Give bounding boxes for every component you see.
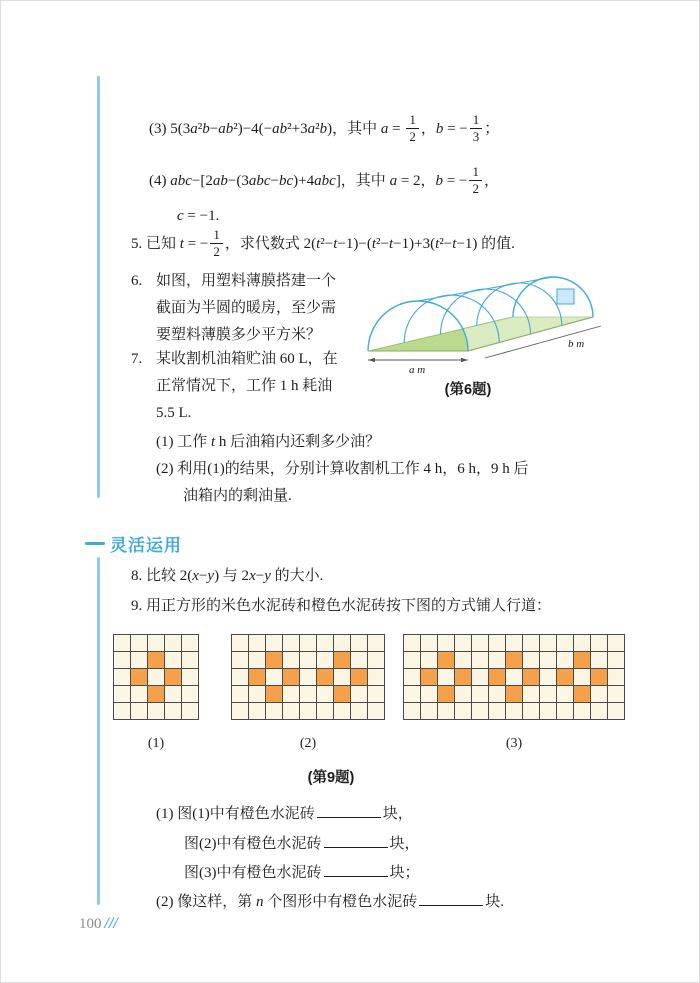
answer-blank [317,803,381,818]
dim-a-arrowhead [461,358,468,363]
problem-7-line: 5.5 L. [156,405,192,421]
beige-tile [300,669,316,685]
tile-grid-2-label: (2) [299,736,317,751]
beige-tile [591,686,607,702]
problem-6-number: 6. [131,273,143,289]
beige-tile [317,686,333,702]
beige-tile [351,635,367,651]
orange-tile [266,686,282,702]
beige-tile [608,652,624,668]
orange-tile [489,669,505,685]
beige-tile [131,686,147,702]
beige-tile [266,669,282,685]
footer-slashes-icon: /// [104,915,118,932]
beige-tile [608,635,624,651]
beige-tile [300,635,316,651]
greenhouse-body [368,277,593,351]
beige-tile [472,652,488,668]
beige-tile [334,669,350,685]
beige-tile [249,703,265,719]
beige-tile [591,635,607,651]
beige-tile [421,635,437,651]
beige-tile [182,652,198,668]
beige-tile [523,703,539,719]
dim-a-arrowhead [368,358,375,363]
problem-6-text [156,268,336,349]
problem-3: (3) 5(3a²b−ab²)−4(−ab²+3a²b)，其中 a = $\frac{1}{2}$ ，b = − $\frac{1}{3}$ ； [149,112,500,145]
beige-tile [455,703,471,719]
beige-tile [182,703,198,719]
beige-tile [351,652,367,668]
orange-tile [165,669,181,685]
beige-tile [131,652,147,668]
beige-tile [300,652,316,668]
orange-tile [574,686,590,702]
beige-tile [368,635,384,651]
beige-tile [404,703,420,719]
beige-tile [506,703,522,719]
problem-7-q2-line2: 油箱内的剩油量. [183,488,292,504]
problem-6-line: 截面为半圆的暖房，至少需 [156,300,337,316]
beige-tile [232,703,248,719]
beige-tile [472,635,488,651]
problem-9-q1a: (1) 图(1)中有橙色水泥砖 块， [156,803,413,825]
beige-tile [351,703,367,719]
problem-7-q1: (1) 工作 t h 后油箱内还剩多少油？ [156,434,381,450]
orange-tile [438,686,454,702]
beige-tile [557,686,573,702]
orange-tile [591,669,607,685]
beige-tile [540,686,556,702]
beige-tile [283,686,299,702]
fraction: $\frac{1}{3}$ [470,113,483,143]
problem-9: 9. 用正方形的米色水泥砖和橙色水泥砖按下图的方式铺人行道： [131,598,552,614]
orange-tile [266,652,282,668]
figure9-caption: (第9题) [307,770,355,786]
beige-tile [421,652,437,668]
beige-tile [404,686,420,702]
beige-tile [574,635,590,651]
section-dash-icon [85,542,105,546]
beige-tile [557,652,573,668]
figure6-caption: (第6题) [444,382,492,398]
beige-tile [472,669,488,685]
orange-tile [131,669,147,685]
answer-blank [324,862,388,877]
beige-tile [557,703,573,719]
beige-tile [421,703,437,719]
orange-tile [438,652,454,668]
beige-tile [574,703,590,719]
greenhouse-figure [353,259,615,377]
beige-tile [334,703,350,719]
problem-9-q1b: 图(2)中有橙色水泥砖 块， [184,833,420,855]
beige-tile [608,703,624,719]
beige-tile [114,635,130,651]
beige-tile [131,635,147,651]
beige-tile [438,669,454,685]
beige-tile [232,669,248,685]
beige-tile [182,669,198,685]
problem-5: 5. 已知 t = − $\frac{1}{2}$ ，求代数式 2(t²−t−1)−(t²−t−1)+3(t²−t−1) 的值. [131,227,515,260]
dim-a-label: a m [409,364,426,376]
beige-tile [351,686,367,702]
greenhouse-end-window [557,289,574,304]
beige-tile [300,703,316,719]
beige-tile [506,669,522,685]
orange-tile [455,669,471,685]
orange-tile [574,652,590,668]
fraction: $\frac{1}{2}$ [210,228,223,258]
orange-tile [148,686,164,702]
orange-tile [249,669,265,685]
section-header [85,531,182,556]
beige-tile [114,669,130,685]
beige-tile [283,635,299,651]
orange-tile [148,652,164,668]
beige-tile [404,635,420,651]
problem-7-line: 正常情况下，工作 1 h 耗油 [156,378,333,394]
beige-tile [368,703,384,719]
left-margin-rule-top [97,76,100,498]
beige-tile [249,635,265,651]
beige-tile [165,703,181,719]
beige-tile [608,669,624,685]
problem-7-number: 7. [131,351,143,367]
orange-tile [557,669,573,685]
section-title: 灵活运用 [110,536,182,555]
tile-grid-3-label: (3) [505,736,523,751]
beige-tile [489,703,505,719]
beige-tile [148,669,164,685]
beige-tile [368,652,384,668]
tile-grid-2 [231,634,385,720]
page-number: 100 [79,916,102,932]
fraction: $\frac{1}{2}$ [406,113,419,143]
beige-tile [591,703,607,719]
tile-grid-1-label: (1) [147,736,165,751]
beige-tile [232,635,248,651]
beige-tile [334,635,350,651]
beige-tile [165,635,181,651]
beige-tile [523,686,539,702]
problem-6-line: 如图，用塑料薄膜搭建一个 [156,273,337,289]
orange-tile [351,669,367,685]
beige-tile [540,635,556,651]
beige-tile [266,703,282,719]
beige-tile [283,652,299,668]
beige-tile [455,652,471,668]
beige-tile [608,686,624,702]
orange-tile [283,669,299,685]
problem-7-q2-line1: (2) 利用(1)的结果，分别计算收割机工作 4 h，6 h，9 h 后 [156,461,529,477]
beige-tile [368,686,384,702]
beige-tile [557,635,573,651]
beige-tile [523,652,539,668]
beige-tile [472,703,488,719]
beige-tile [540,703,556,719]
problem-8: 8. 比较 2(x−y) 与 2x−y 的大小. [131,568,324,584]
beige-tile [165,652,181,668]
beige-tile [540,652,556,668]
beige-tile [317,652,333,668]
problem-9-q2: (2) 像这样，第 n 个图形中有橙色水泥砖 块. [156,891,504,913]
beige-tile [300,686,316,702]
problem-4-line2: c = −1. [177,208,220,224]
beige-tile [489,635,505,651]
orange-tile [421,669,437,685]
beige-tile [317,635,333,651]
beige-tile [489,652,505,668]
beige-tile [114,686,130,702]
beige-tile [165,686,181,702]
orange-tile [334,652,350,668]
tile-grid-1 [113,634,199,720]
beige-tile [404,652,420,668]
beige-tile [438,703,454,719]
beige-tile [489,686,505,702]
beige-tile [148,703,164,719]
tile-grid-3 [403,634,625,720]
beige-tile [438,635,454,651]
beige-tile [232,686,248,702]
orange-tile [317,669,333,685]
beige-tile [523,635,539,651]
problem-9-q1c: 图(3)中有橙色水泥砖 块； [184,862,420,884]
beige-tile [404,669,420,685]
beige-tile [148,635,164,651]
beige-tile [472,686,488,702]
beige-tile [114,703,130,719]
greenhouse-drawing [353,259,615,377]
problem-6-line: 要塑料薄膜多少平方米？ [156,327,322,343]
beige-tile [455,635,471,651]
left-margin-rule-bottom [97,557,100,905]
problem-4-line1: (4) abc−[2ab−(3abc−bc)+4abc]，其中 a = 2，b = − $\frac{1}{2}$ ， [149,164,499,197]
dim-b-label: b m [568,338,585,350]
orange-tile [334,686,350,702]
beige-tile [182,635,198,651]
beige-tile [249,652,265,668]
answer-blank [419,891,483,906]
beige-tile [182,686,198,702]
beige-tile [131,703,147,719]
beige-tile [421,686,437,702]
fraction: $\frac{1}{2}$ [469,165,482,195]
page-footer [79,915,118,933]
beige-tile [368,669,384,685]
orange-tile [506,686,522,702]
beige-tile [283,703,299,719]
beige-tile [317,703,333,719]
beige-tile [249,686,265,702]
problem-7-line: 某收割机油箱贮油 60 L，在 [156,351,338,367]
beige-tile [232,652,248,668]
beige-tile [455,686,471,702]
beige-tile [574,669,590,685]
answer-blank [324,833,388,848]
beige-tile [114,652,130,668]
orange-tile [506,652,522,668]
problem-7-text [156,346,338,427]
beige-tile [591,652,607,668]
orange-tile [523,669,539,685]
beige-tile [540,669,556,685]
beige-tile [266,635,282,651]
beige-tile [506,635,522,651]
